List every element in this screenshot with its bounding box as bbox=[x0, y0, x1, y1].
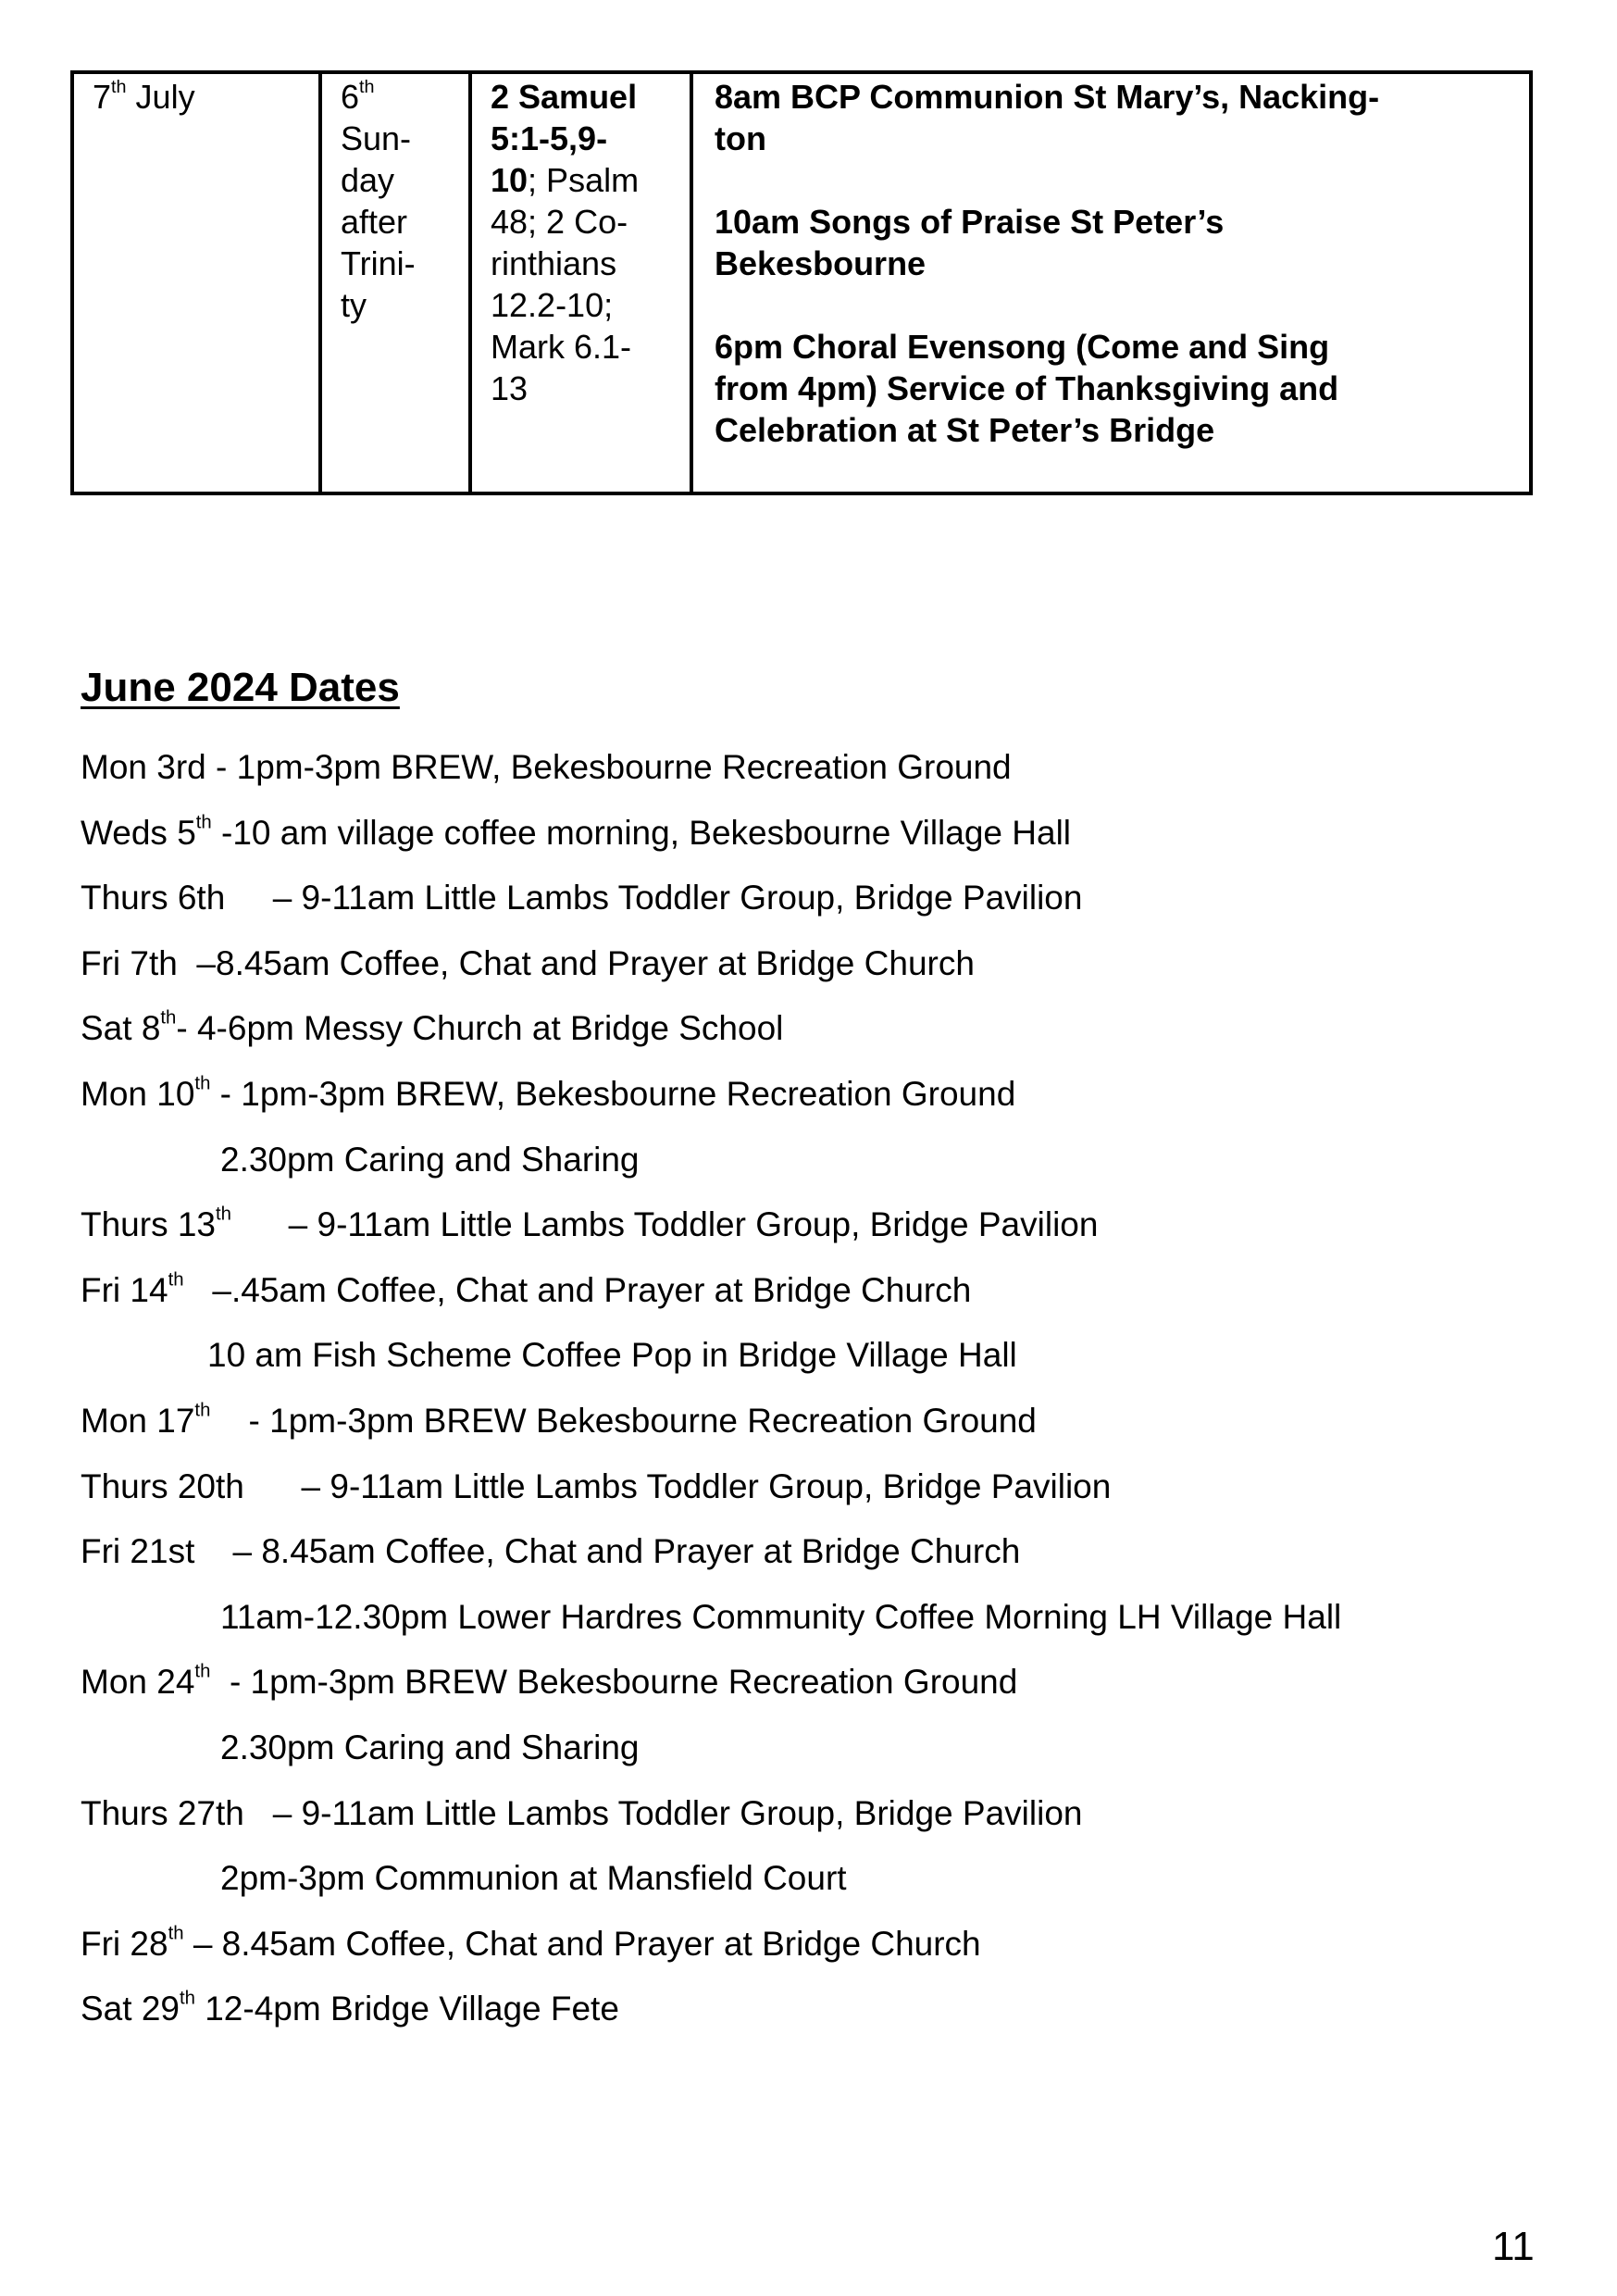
event-text: Mon 24 bbox=[81, 1663, 195, 1701]
event-line bbox=[81, 1663, 1017, 1702]
event-text: Sat 29 bbox=[81, 1990, 180, 2028]
reading-line: 48; 2 Co- bbox=[491, 203, 628, 241]
reading-line: 12.2-10; bbox=[491, 286, 614, 324]
event-line bbox=[81, 1990, 619, 2028]
event-line bbox=[207, 1336, 1017, 1375]
event-text: 11am-12.30pm Lower Hardres Community Coffee Morning LH Village Hall bbox=[220, 1598, 1342, 1636]
event-text: 12-4pm Bridge Village Fete bbox=[194, 1990, 619, 2028]
ordinal-suffix: th bbox=[179, 1988, 195, 2009]
event-line bbox=[81, 1075, 1015, 1114]
event-text: -10 am village coffee morning, Bekesbourne Village Hall bbox=[211, 814, 1072, 852]
ordinal-suffix: th bbox=[168, 1269, 184, 1291]
ordinal-suffix: th bbox=[168, 1923, 184, 1944]
readings-column bbox=[468, 74, 690, 492]
event-text: Weds 5 bbox=[81, 814, 196, 852]
reading-bold: 10 bbox=[491, 161, 529, 199]
ordinal-suffix: th bbox=[216, 1204, 231, 1225]
event-text: – 9-11am Little Lambs Toddler Group, Bridge Pavilion bbox=[230, 1205, 1099, 1243]
sunday-line: Sun- bbox=[341, 119, 412, 157]
event-text: Thurs 6th – 9-11am Little Lambs Toddler Group, Bridge Pavilion bbox=[81, 879, 1083, 917]
event-line bbox=[81, 1925, 981, 1964]
event-line bbox=[81, 748, 1012, 787]
event-text: Fri 14 bbox=[81, 1271, 168, 1309]
event-text: Fri 21st – 8.45am Coffee, Chat and Prayer at Bridge Church bbox=[81, 1532, 1021, 1570]
event-text: Fri 28 bbox=[81, 1925, 168, 1963]
reading-line: 2 Samuel bbox=[491, 78, 638, 116]
date-day: 7 bbox=[93, 78, 112, 116]
service-line: 10am Songs of Praise St Peter’s bbox=[715, 203, 1225, 241]
sunday-cell bbox=[322, 74, 468, 326]
sunday-line: ty bbox=[341, 286, 367, 324]
event-text: Mon 17 bbox=[81, 1402, 195, 1440]
event-text: Thurs 20th – 9-11am Little Lambs Toddler Group, Bridge Pavilion bbox=[81, 1467, 1112, 1505]
event-text: 2.30pm Caring and Sharing bbox=[220, 1728, 640, 1766]
event-line bbox=[220, 1598, 1341, 1637]
date-suffix: th bbox=[111, 77, 127, 98]
sunday-line: Trini- bbox=[341, 244, 416, 282]
service-line: 6pm Choral Evensong (Come and Sing bbox=[715, 328, 1330, 366]
service-line: ton bbox=[715, 119, 766, 157]
services-cell bbox=[693, 74, 1529, 451]
date-column bbox=[74, 74, 318, 492]
event-line bbox=[81, 1794, 1083, 1833]
event-text: – 8.45am Coffee, Chat and Prayer at Bridge Church bbox=[183, 1925, 981, 1963]
service-line: 8am BCP Communion St Mary’s, Nacking- bbox=[715, 78, 1380, 116]
ordinal-suffix: th bbox=[194, 1661, 211, 1682]
reading-line: Mark 6.1- bbox=[491, 328, 632, 366]
event-text: Sat 8 bbox=[81, 1009, 161, 1047]
event-line bbox=[81, 1009, 783, 1048]
event-line bbox=[220, 1141, 640, 1179]
event-line bbox=[81, 1402, 1037, 1441]
service-line: Celebration at St Peter’s Bridge bbox=[715, 411, 1215, 449]
reading-rest: ; Psalm bbox=[528, 161, 640, 199]
service-line: Bekesbourne bbox=[715, 244, 927, 282]
reading-line: rinthians bbox=[491, 244, 617, 282]
event-line bbox=[81, 1532, 1020, 1571]
event-line bbox=[81, 1467, 1111, 1506]
services-column bbox=[690, 74, 1529, 492]
event-text: Thurs 27th – 9-11am Little Lambs Toddler Group, Bridge Pavilion bbox=[81, 1794, 1083, 1832]
event-text: 10 am Fish Scheme Coffee Pop in Bridge Village Hall bbox=[207, 1336, 1017, 1374]
event-line bbox=[81, 944, 975, 983]
service-table bbox=[70, 70, 1533, 495]
event-text: Mon 10 bbox=[81, 1075, 195, 1113]
sunday-suffix: th bbox=[359, 77, 375, 98]
event-text: - 4-6pm Messy Church at Bridge School bbox=[176, 1009, 784, 1047]
event-line bbox=[81, 814, 1071, 853]
page-number: 11 bbox=[1492, 2224, 1535, 2269]
date-cell bbox=[74, 74, 318, 118]
ordinal-suffix: th bbox=[195, 812, 212, 833]
sunday-line: after bbox=[341, 203, 408, 241]
event-line bbox=[81, 1205, 1098, 1244]
event-text: - 1pm-3pm BREW Bekesbourne Recreation Ground bbox=[210, 1663, 1018, 1701]
event-text: –.45am Coffee, Chat and Prayer at Bridge Church bbox=[183, 1271, 972, 1309]
sunday-num: 6 bbox=[341, 78, 360, 116]
section-title: June 2024 Dates bbox=[81, 665, 400, 710]
date-month: July bbox=[135, 78, 195, 116]
reading-line: 13 bbox=[491, 369, 529, 407]
event-text: - 1pm-3pm BREW Bekesbourne Recreation Ground bbox=[210, 1402, 1037, 1440]
event-line bbox=[220, 1728, 640, 1767]
event-text: 2pm-3pm Communion at Mansfield Court bbox=[220, 1859, 847, 1897]
event-line bbox=[220, 1859, 847, 1898]
event-text: Mon 3rd - 1pm-3pm BREW, Bekesbourne Recreation Ground bbox=[81, 748, 1012, 786]
readings-cell bbox=[472, 74, 690, 409]
reading-line: 5:1-5,9- bbox=[491, 119, 608, 157]
ordinal-suffix: th bbox=[194, 1400, 211, 1421]
event-text: - 1pm-3pm BREW, Bekesbourne Recreation Ground bbox=[210, 1075, 1016, 1113]
sunday-line: day bbox=[341, 161, 395, 199]
service-line: from 4pm) Service of Thanksgiving and bbox=[715, 369, 1339, 407]
event-text: Fri 7th –8.45am Coffee, Chat and Prayer at Bridge Church bbox=[81, 944, 975, 982]
ordinal-suffix: th bbox=[194, 1073, 211, 1094]
event-text: Thurs 13 bbox=[81, 1205, 217, 1243]
event-line bbox=[81, 879, 1082, 917]
ordinal-suffix: th bbox=[160, 1007, 177, 1029]
event-line bbox=[81, 1271, 971, 1310]
sunday-column bbox=[318, 74, 468, 492]
event-text: 2.30pm Caring and Sharing bbox=[220, 1141, 640, 1179]
